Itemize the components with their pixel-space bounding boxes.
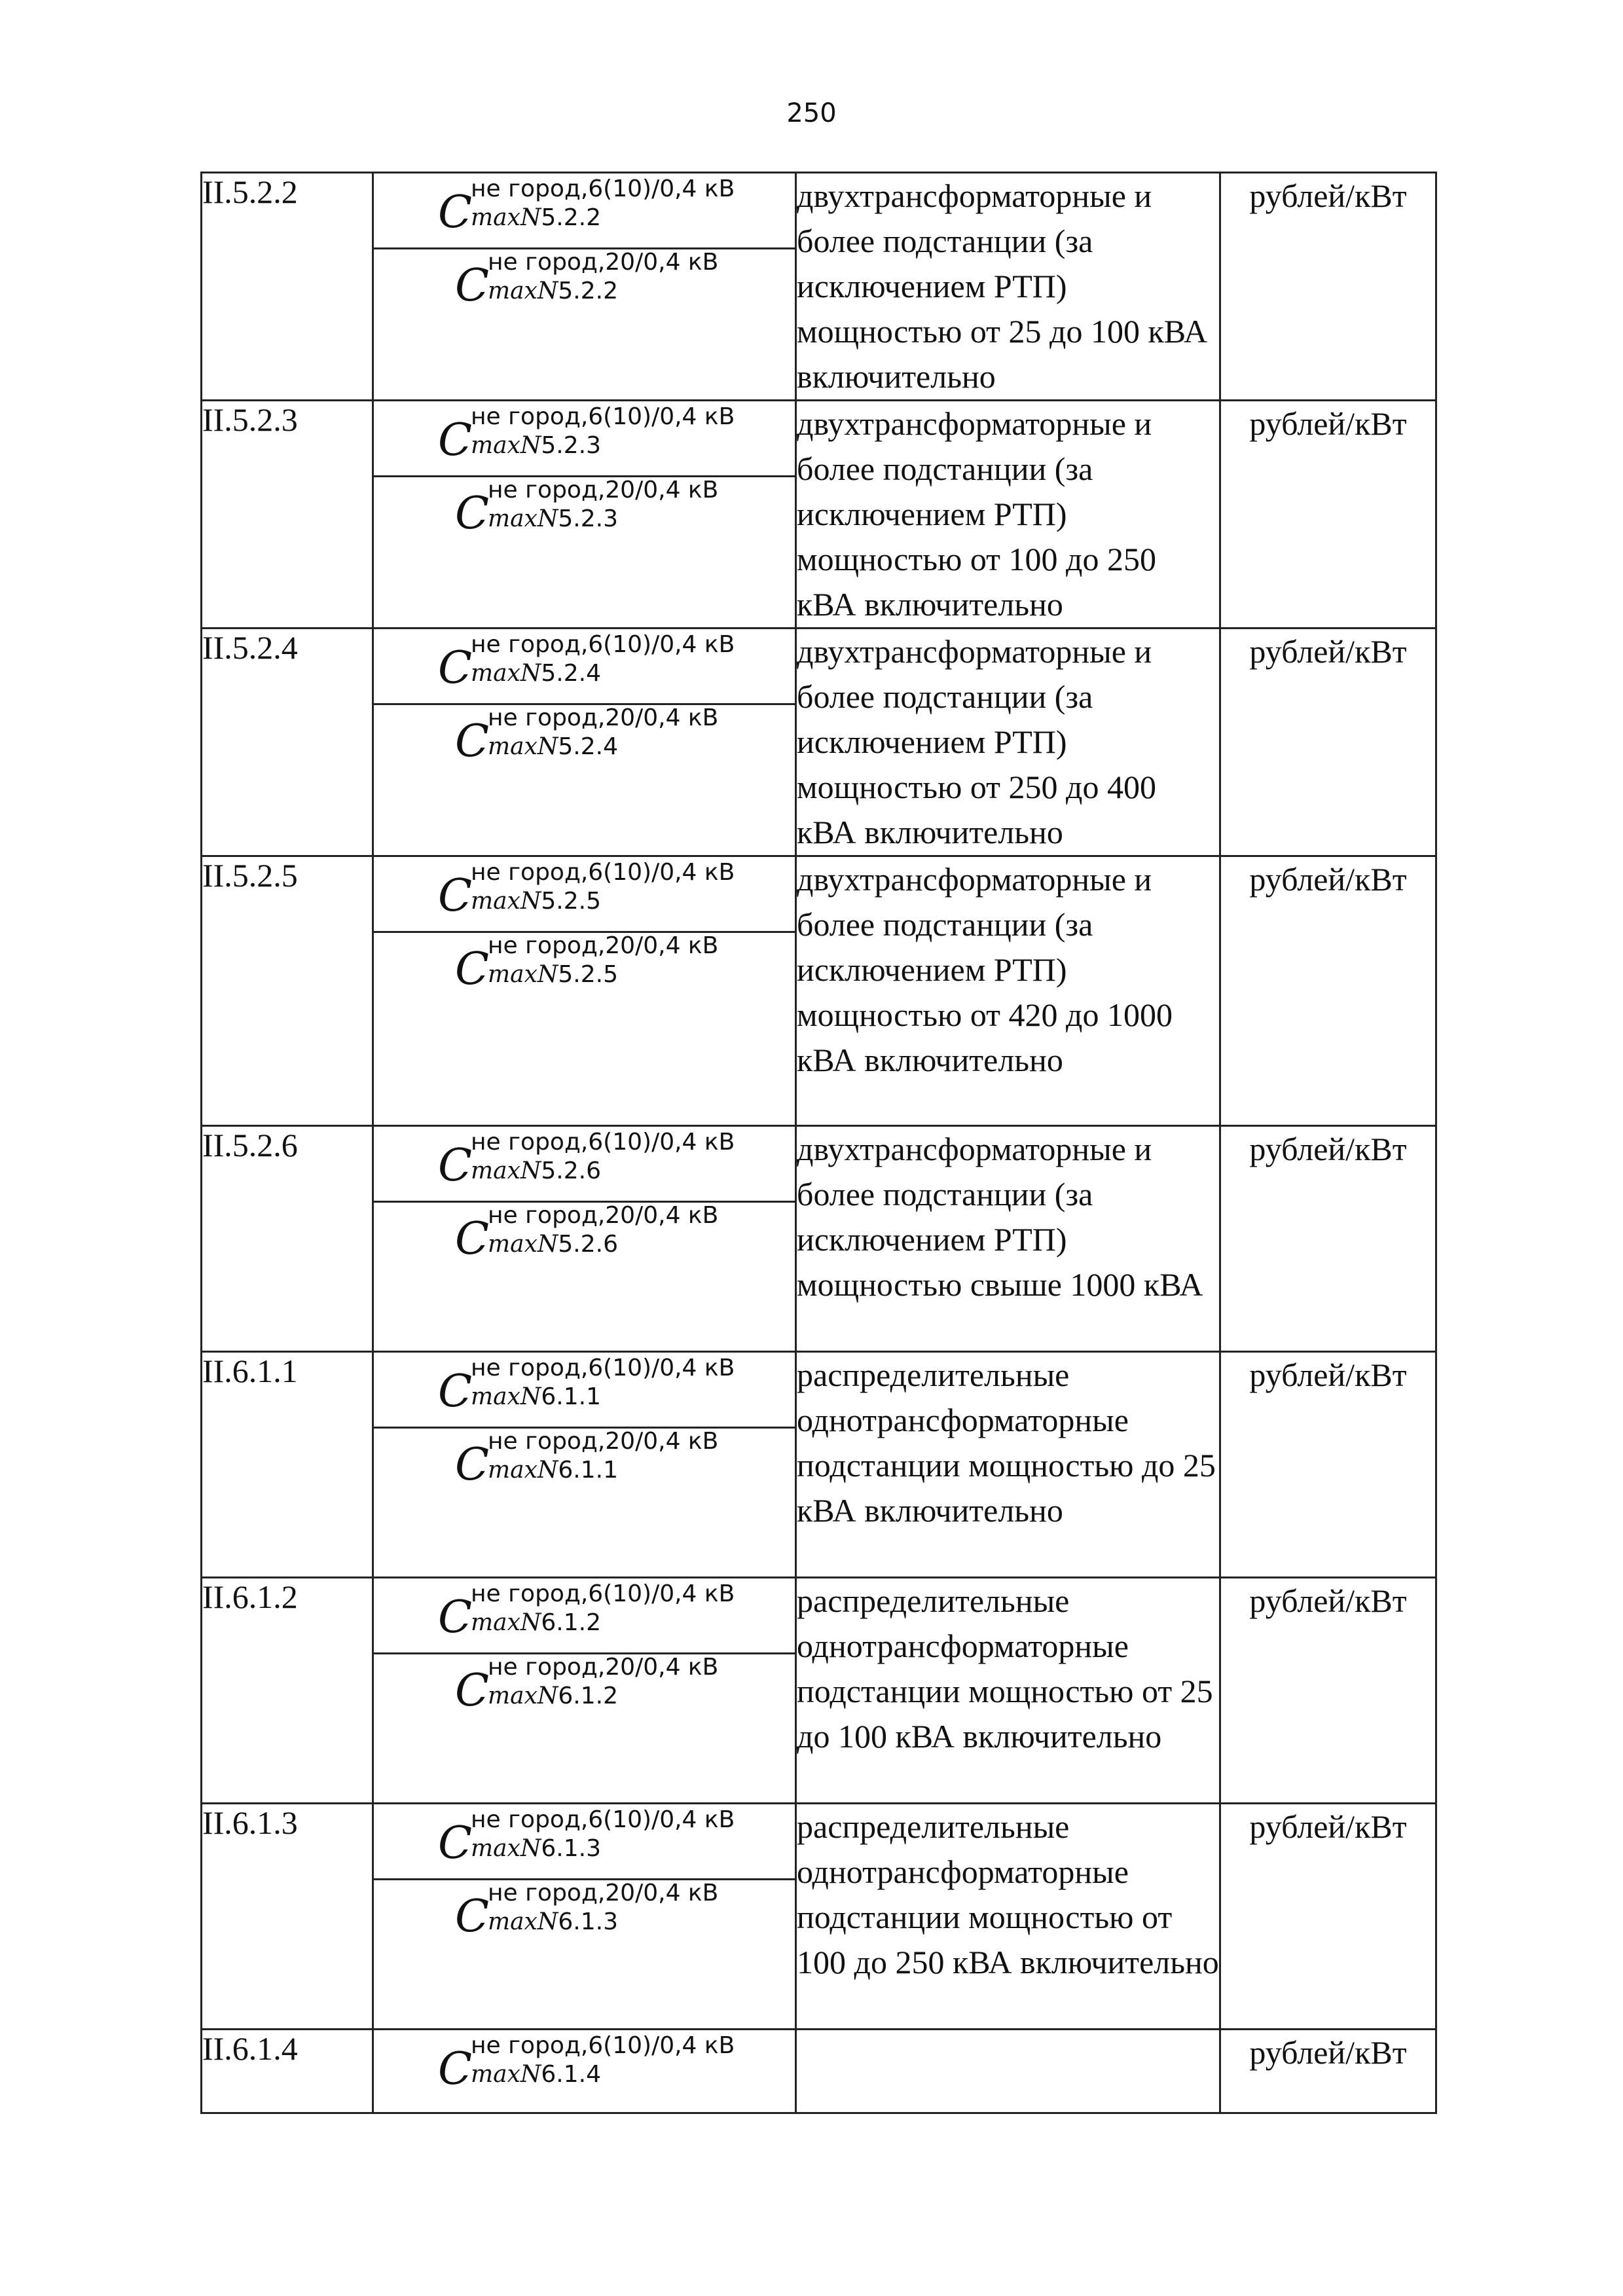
formula-subscript-number: 6.1.1 xyxy=(558,1457,619,1484)
formula-subscript-number: 5.2.5 xyxy=(558,961,619,988)
formula-superscript: не город,6(10)/0,4 кВ xyxy=(471,631,735,658)
formula-symbol: C xyxy=(438,1592,473,1643)
formula-symbol: C xyxy=(455,716,490,767)
formula-subscript xyxy=(488,1231,618,1258)
formula-symbol: C xyxy=(438,2043,473,2095)
row-code: II.6.1.2 xyxy=(202,1578,373,1804)
row-description: двухтрансформаторные и более подстанции (за исключением РТП) мощностью от 25 до 100 кВА включительно xyxy=(796,173,1220,401)
formula-superscript: не город,6(10)/0,4 кВ xyxy=(471,403,735,430)
formula-superscript: не город,20/0,4 кВ xyxy=(488,1880,719,1906)
table-row xyxy=(202,1352,1436,1578)
formula-symbol: C xyxy=(455,1665,490,1717)
row-unit: рублей/кВт xyxy=(1220,1352,1436,1578)
formula-subscript-number: 6.1.2 xyxy=(541,1609,602,1636)
formula-symbol: C xyxy=(438,187,473,238)
row-description xyxy=(796,2030,1220,2113)
formula-20kv xyxy=(374,933,795,1010)
formula-superscript: не город,20/0,4 кВ xyxy=(488,477,719,503)
row-unit: рублей/кВт xyxy=(1220,1126,1436,1352)
table-row xyxy=(202,629,1436,856)
formula-subscript-prefix: maxN xyxy=(471,1157,541,1184)
formula-subscript xyxy=(488,734,618,760)
formula-cell xyxy=(373,1804,796,2030)
formula-subscript xyxy=(471,205,601,231)
tariff-table xyxy=(200,172,1437,2114)
formula-superscript: не город,20/0,4 кВ xyxy=(488,1654,719,1681)
formula-symbol: C xyxy=(438,642,473,694)
formula-20kv xyxy=(374,1203,795,1280)
row-code: II.5.2.2 xyxy=(202,173,373,401)
formula-superscript: не город,20/0,4 кВ xyxy=(488,932,719,959)
row-description: распределительные однотрансформаторные подстанции мощностью от 100 до 250 кВА включительно xyxy=(796,1804,1220,2030)
row-unit: рублей/кВт xyxy=(1220,629,1436,856)
row-unit: рублей/кВт xyxy=(1220,173,1436,401)
formula-subscript-prefix: maxN xyxy=(488,961,558,988)
formula-6-10kv xyxy=(374,401,795,477)
formula-20kv xyxy=(374,477,795,555)
formula-subscript-prefix: maxN xyxy=(471,888,541,915)
formula-symbol: C xyxy=(455,943,490,995)
row-unit: рублей/кВт xyxy=(1220,1804,1436,2030)
formula-cell xyxy=(373,173,796,401)
formula-20kv xyxy=(374,1429,795,1506)
formula-subscript xyxy=(471,661,601,687)
formula-cell xyxy=(373,1126,796,1352)
formula-superscript: не город,20/0,4 кВ xyxy=(488,249,719,276)
row-code: II.5.2.5 xyxy=(202,856,373,1126)
table-row xyxy=(202,2030,1436,2113)
formula-subscript-prefix: maxN xyxy=(471,204,541,231)
formula-subscript-number: 5.2.3 xyxy=(558,505,619,532)
formula-symbol: C xyxy=(455,1213,490,1265)
formula-subscript xyxy=(488,278,618,304)
formula-symbol: C xyxy=(438,1817,473,1869)
formula-cell xyxy=(373,629,796,856)
formula-subscript-prefix: maxN xyxy=(488,733,558,760)
row-unit: рублей/кВт xyxy=(1220,2030,1436,2113)
formula-superscript: не город,20/0,4 кВ xyxy=(488,1202,719,1229)
formula-subscript-number: 5.2.2 xyxy=(541,204,602,231)
formula-subscript-prefix: maxN xyxy=(471,660,541,687)
formula-subscript xyxy=(471,1158,601,1184)
row-description: двухтрансформаторные и более подстанции (за исключением РТП) мощностью свыше 1000 кВА xyxy=(796,1126,1220,1352)
formula-subscript xyxy=(471,1610,601,1636)
row-code: II.5.2.6 xyxy=(202,1126,373,1352)
formula-superscript: не город,6(10)/0,4 кВ xyxy=(471,2032,735,2059)
formula-6-10kv xyxy=(374,1127,795,1203)
formula-subscript-prefix: maxN xyxy=(488,278,558,304)
formula-subscript xyxy=(488,962,618,988)
formula-symbol: C xyxy=(455,260,490,312)
formula-subscript-number: 5.2.2 xyxy=(558,278,619,304)
formula-superscript: не город,20/0,4 кВ xyxy=(488,704,719,731)
formula-subscript-number: 5.2.5 xyxy=(541,888,602,915)
formula-subscript xyxy=(488,506,618,532)
formula-subscript xyxy=(488,1909,618,1935)
formula-cell xyxy=(373,856,796,1126)
formula-subscript-prefix: maxN xyxy=(488,1231,558,1258)
formula-subscript xyxy=(471,2062,601,2088)
formula-subscript-prefix: maxN xyxy=(471,1609,541,1636)
row-code: II.6.1.1 xyxy=(202,1352,373,1578)
formula-subscript-prefix: maxN xyxy=(471,1383,541,1410)
formula-6-10kv xyxy=(374,629,795,705)
row-code: II.5.2.4 xyxy=(202,629,373,856)
formula-20kv xyxy=(374,1880,795,1958)
table-row xyxy=(202,1804,1436,2030)
formula-subscript-number: 6.1.2 xyxy=(558,1683,619,1709)
formula-subscript-number: 5.2.3 xyxy=(541,432,602,459)
formula-symbol: C xyxy=(438,1140,473,1192)
row-description: двухтрансформаторные и более подстанции (за исключением РТП) мощностью от 250 до 400 кВА включительно xyxy=(796,629,1220,856)
formula-subscript xyxy=(471,433,601,459)
formula-superscript: не город,6(10)/0,4 кВ xyxy=(471,1129,735,1156)
formula-cell xyxy=(373,1352,796,1578)
formula-superscript: не город,6(10)/0,4 кВ xyxy=(471,1580,735,1607)
formula-subscript-number: 6.1.3 xyxy=(541,1835,602,1862)
formula-subscript-number: 5.2.6 xyxy=(558,1231,619,1258)
formula-cell xyxy=(373,1578,796,1804)
formula-superscript: не город,6(10)/0,4 кВ xyxy=(471,175,735,202)
formula-subscript-prefix: maxN xyxy=(488,1683,558,1709)
row-unit: рублей/кВт xyxy=(1220,401,1436,629)
formula-subscript xyxy=(471,1384,601,1410)
formula-subscript xyxy=(488,1457,618,1484)
formula-6-10kv xyxy=(374,2030,795,2106)
formula-6-10kv xyxy=(374,173,795,249)
formula-symbol: C xyxy=(455,1891,490,1942)
formula-subscript-prefix: maxN xyxy=(488,1457,558,1484)
formula-cell xyxy=(373,401,796,629)
table-row xyxy=(202,1126,1436,1352)
formula-symbol: C xyxy=(455,1439,490,1491)
row-description: двухтрансформаторные и более подстанции (за исключением РТП) мощностью от 420 до 1000 кВА включительно xyxy=(796,856,1220,1126)
table-row xyxy=(202,1578,1436,1804)
formula-6-10kv xyxy=(374,1353,795,1429)
row-code: II.5.2.3 xyxy=(202,401,373,629)
row-description: распределительные однотрансформаторные подстанции мощностью от 25 до 100 кВА включительно xyxy=(796,1578,1220,1804)
table-row xyxy=(202,856,1436,1126)
formula-6-10kv xyxy=(374,1578,795,1654)
table-row xyxy=(202,173,1436,401)
formula-superscript: не город,20/0,4 кВ xyxy=(488,1428,719,1455)
row-description: двухтрансформаторные и более подстанции (за исключением РТП) мощностью от 100 до 250 кВА включительно xyxy=(796,401,1220,629)
formula-subscript-prefix: maxN xyxy=(488,1908,558,1935)
formula-symbol: C xyxy=(438,1366,473,1417)
formula-20kv xyxy=(374,1654,795,1732)
formula-subscript xyxy=(488,1683,618,1709)
formula-subscript-prefix: maxN xyxy=(488,505,558,532)
formula-superscript: не город,6(10)/0,4 кВ xyxy=(471,859,735,886)
row-code: II.6.1.3 xyxy=(202,1804,373,2030)
formula-20kv xyxy=(374,705,795,782)
formula-subscript-number: 6.1.3 xyxy=(558,1908,619,1935)
formula-subscript-number: 5.2.4 xyxy=(558,733,619,760)
formula-superscript: не город,6(10)/0,4 кВ xyxy=(471,1806,735,1833)
row-code: II.6.1.4 xyxy=(202,2030,373,2113)
formula-subscript-number: 5.2.4 xyxy=(541,660,602,687)
formula-symbol: C xyxy=(455,488,490,539)
formula-subscript-number: 6.1.1 xyxy=(541,1383,602,1410)
formula-20kv xyxy=(374,249,795,327)
formula-cell xyxy=(373,2030,796,2113)
page-number: 250 xyxy=(786,98,837,128)
formula-6-10kv xyxy=(374,1804,795,1880)
formula-subscript-prefix: maxN xyxy=(471,1835,541,1862)
formula-symbol: C xyxy=(438,414,473,466)
formula-subscript-prefix: maxN xyxy=(471,2061,541,2088)
formula-subscript-number: 5.2.6 xyxy=(541,1157,602,1184)
row-description: распределительные однотрансформаторные подстанции мощностью до 25 кВА включительно xyxy=(796,1352,1220,1578)
table-row xyxy=(202,401,1436,629)
formula-subscript-prefix: maxN xyxy=(471,432,541,459)
formula-6-10kv xyxy=(374,857,795,933)
formula-superscript: не город,6(10)/0,4 кВ xyxy=(471,1355,735,1381)
formula-subscript xyxy=(471,888,601,915)
formula-subscript-number: 6.1.4 xyxy=(541,2061,602,2088)
row-unit: рублей/кВт xyxy=(1220,856,1436,1126)
formula-subscript xyxy=(471,1836,601,1862)
row-unit: рублей/кВт xyxy=(1220,1578,1436,1804)
formula-symbol: C xyxy=(438,870,473,922)
